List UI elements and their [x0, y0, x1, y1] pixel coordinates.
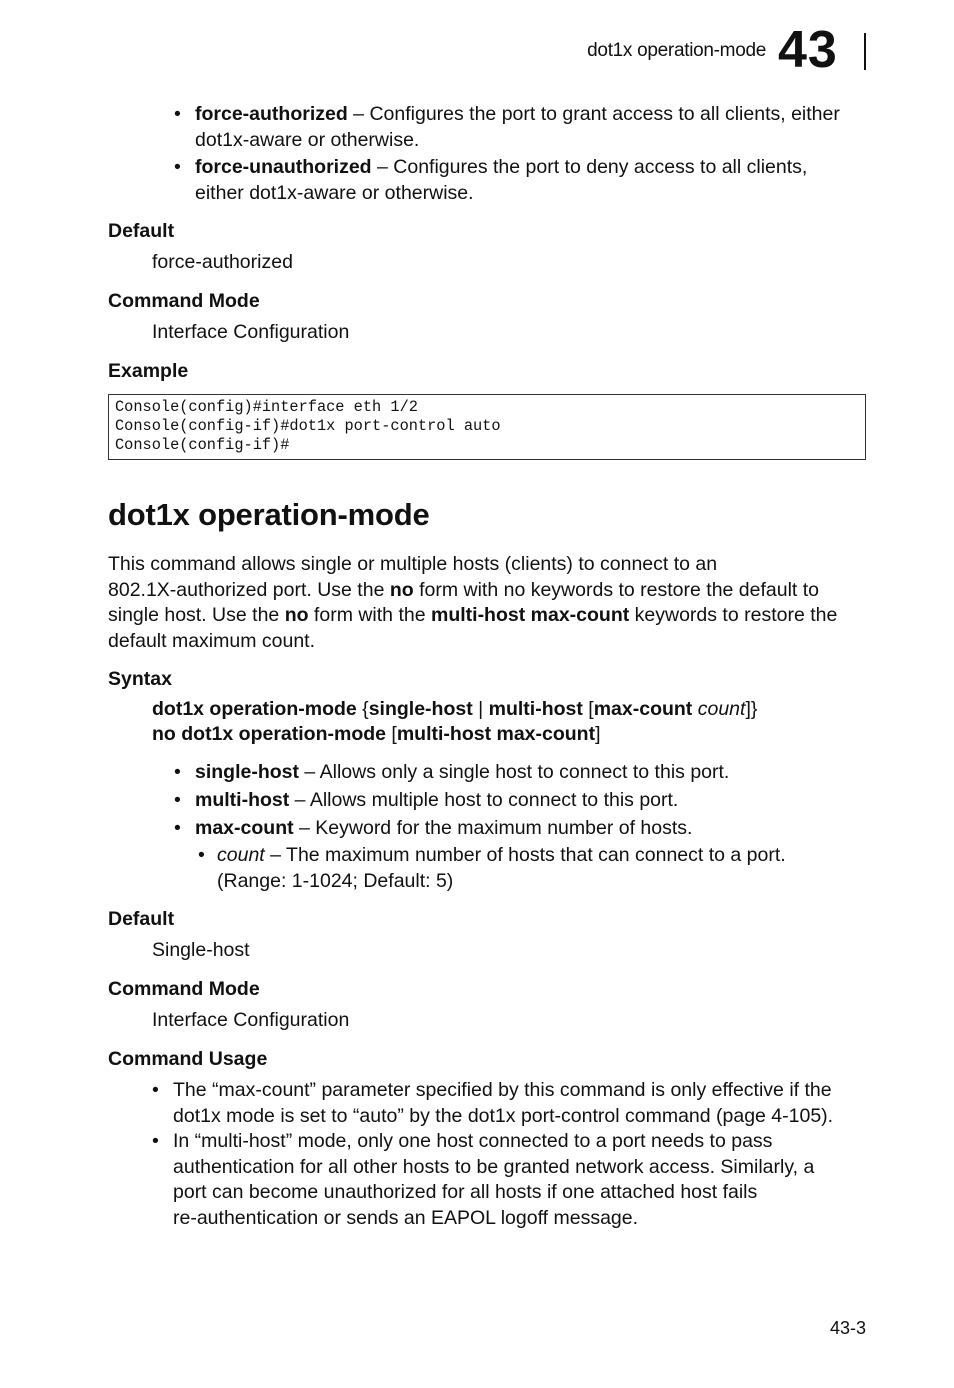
usage-line: authentication for all other hosts to be granted network access. Similarly, a: [173, 1155, 815, 1178]
default-heading: Default: [108, 908, 175, 930]
bullet-text: – Keyword for the maximum number of hosts.: [293, 817, 693, 839]
bullet-text: – Configures the port to deny access to all clients,: [371, 156, 808, 178]
param-max-count: [174, 816, 874, 842]
keyword: count: [217, 844, 265, 866]
syntax-heading: Syntax: [108, 668, 172, 690]
bullet-force-authorized: [174, 102, 874, 154]
chapter-number: 43: [778, 21, 838, 79]
keyword: single-host: [195, 761, 300, 783]
keyword: multi-host: [195, 789, 290, 811]
code-line: Console(config)#interface eth 1/2: [115, 398, 418, 416]
bullet-text: (Range: 1-1024; Default: 5): [217, 869, 454, 892]
usage-item: [152, 1078, 882, 1130]
code-line: Console(config-if)#: [115, 436, 290, 454]
bullet-marker: •: [174, 103, 181, 125]
bullet-text: – Configures the port to grant access to all clients, either: [347, 103, 840, 125]
running-header-title: dot1x operation-mode: [587, 40, 766, 61]
bullet-marker: •: [152, 1130, 159, 1152]
default-value: Single-host: [152, 939, 250, 961]
bullet-text: – The maximum number of hosts that can connect to a port.: [264, 844, 786, 866]
desc-line: single host. Use the no form with the multi-host max-count keywords to restore the: [108, 604, 838, 626]
usage-line: The “max-count” parameter specified by this command is only effective if the: [173, 1079, 832, 1101]
param-single-host: [174, 760, 874, 786]
bullet-force-unauthorized: [174, 155, 874, 207]
command-usage-heading: Command Usage: [108, 1048, 268, 1070]
keyword: force-authorized: [195, 103, 348, 125]
usage-line: dot1x mode is set to “auto” by the dot1x port-control command (page 4-105).: [173, 1104, 834, 1127]
command-description: [108, 552, 888, 654]
code-example: [108, 394, 866, 460]
bullet-text: dot1x-aware or otherwise.: [195, 128, 420, 151]
bullet-marker: •: [174, 156, 181, 178]
bullet-marker: •: [198, 844, 205, 866]
param-count: [198, 843, 878, 895]
command-mode-heading: Command Mode: [108, 290, 260, 312]
syntax-line: dot1x operation-mode {single-host | multi-host [max-count count]}: [152, 698, 758, 720]
desc-line: default maximum count.: [108, 629, 316, 652]
command-mode-value: Interface Configuration: [152, 321, 350, 343]
keyword: force-unauthorized: [195, 156, 372, 178]
command-mode-heading: Command Mode: [108, 978, 260, 1000]
param-multi-host: [174, 788, 874, 814]
usage-line: port can become unauthorized for all hosts if one attached host fails: [173, 1181, 758, 1203]
default-value: force-authorized: [152, 251, 293, 273]
example-heading: Example: [108, 360, 189, 382]
desc-line: 802.1X-authorized port. Use the no form with no keywords to restore the default to: [108, 578, 820, 601]
usage-line: In “multi-host” mode, only one host connected to a port needs to pass: [173, 1130, 773, 1152]
page-number: 43-3: [829, 1318, 866, 1338]
command-mode-value: Interface Configuration: [152, 1009, 350, 1031]
usage-line: re-authentication or sends an EAPOL logoff message.: [173, 1206, 639, 1229]
bullet-marker: •: [174, 761, 181, 783]
syntax-line-no-form: no dot1x operation-mode [multi-host max-count]: [152, 723, 601, 745]
bullet-marker: •: [174, 817, 181, 839]
default-heading: Default: [108, 220, 175, 242]
bullet-text: – Allows only a single host to connect to this port.: [299, 761, 730, 783]
code-line: Console(config-if)#dot1x port-control auto: [115, 417, 501, 435]
command-title: dot1x operation-mode: [108, 497, 430, 532]
bullet-marker: •: [152, 1079, 159, 1101]
usage-item: [152, 1129, 882, 1233]
header-rule: [864, 33, 866, 70]
desc-line: This command allows single or multiple hosts (clients) to connect to an: [108, 553, 718, 575]
bullet-marker: •: [174, 789, 181, 811]
bullet-text: – Allows multiple host to connect to this port.: [289, 789, 679, 811]
keyword: max-count: [195, 817, 294, 839]
bullet-text: either dot1x-aware or otherwise.: [195, 181, 474, 204]
